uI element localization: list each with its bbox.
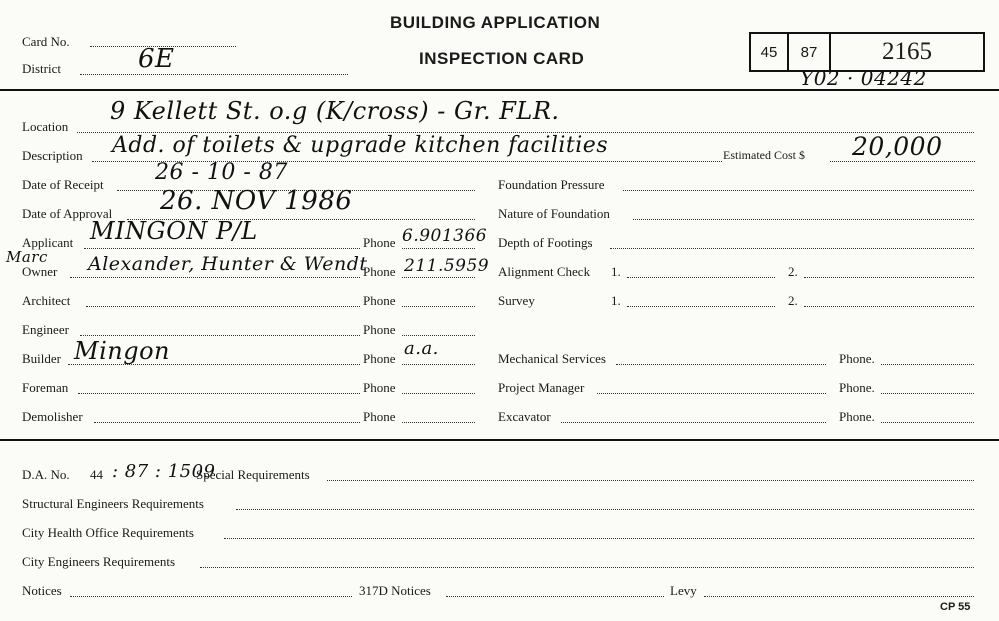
description-value: Add. of toilets & upgrade kitchen facilities xyxy=(112,133,609,158)
card-no-label: Card No. xyxy=(22,34,70,49)
owner-note: Marc xyxy=(6,248,48,266)
depth-footings-field[interactable] xyxy=(610,248,974,249)
date-approval-value: 26. NOV 1986 xyxy=(160,186,353,216)
health-label: City Health Office Requirements xyxy=(22,525,194,540)
special-requirements-label: Special Requirements xyxy=(196,467,310,482)
foreman-phone-field[interactable] xyxy=(402,393,475,394)
alignment-2-label: 2. xyxy=(788,264,798,279)
project-manager-phone-field[interactable] xyxy=(881,393,974,394)
alignment-2-field[interactable] xyxy=(804,277,974,278)
owner-phone-value: 211.5959 xyxy=(404,256,490,276)
da-prefix: 44 xyxy=(90,467,103,482)
owner-phone-label: Phone xyxy=(363,264,396,279)
date-receipt-value: 26 - 10 - 87 xyxy=(155,160,288,185)
mechanical-phone-label: Phone. xyxy=(839,351,875,366)
excavator-label: Excavator xyxy=(498,409,551,424)
engineer-field[interactable] xyxy=(80,335,360,336)
survey-label: Survey xyxy=(498,293,535,308)
nature-foundation-field[interactable] xyxy=(633,219,974,220)
applicant-field[interactable] xyxy=(84,248,360,249)
date-receipt-label: Date of Receipt xyxy=(22,177,104,192)
owner-phone-field[interactable] xyxy=(402,277,475,278)
levy-field[interactable] xyxy=(704,596,974,597)
da-value: : 87 : 1509 xyxy=(112,461,216,482)
builder-label: Builder xyxy=(22,351,61,366)
box-a: 45 xyxy=(749,32,789,72)
foreman-label: Foreman xyxy=(22,380,69,395)
health-field[interactable] xyxy=(224,538,974,539)
demolisher-phone-field[interactable] xyxy=(402,422,475,423)
foundation-pressure-field[interactable] xyxy=(623,190,974,191)
survey-2-label: 2. xyxy=(788,293,798,308)
owner-field[interactable] xyxy=(70,277,360,278)
excavator-phone-field[interactable] xyxy=(881,422,974,423)
project-manager-label: Project Manager xyxy=(498,380,585,395)
levy-label: Levy xyxy=(670,583,697,598)
excavator-field[interactable] xyxy=(561,422,826,423)
foreman-field[interactable] xyxy=(78,393,360,394)
form-code: CP 55 xyxy=(940,601,971,613)
special-requirements-field[interactable] xyxy=(327,480,974,481)
alignment-1-label: 1. xyxy=(611,264,621,279)
card-number-box: 2165 xyxy=(829,32,985,72)
district-label: District xyxy=(22,61,61,76)
notices-field[interactable] xyxy=(70,596,352,597)
city-engineers-field[interactable] xyxy=(200,567,974,568)
survey-1-label: 1. xyxy=(611,293,621,308)
project-manager-field[interactable] xyxy=(597,393,826,394)
stamp-number: Y02 · 04242 xyxy=(800,66,927,90)
architect-label: Architect xyxy=(22,293,71,308)
top-rule xyxy=(0,89,999,91)
district-value: 6E xyxy=(138,44,175,74)
engineer-phone-label: Phone xyxy=(363,322,396,337)
title-line2: INSPECTION CARD xyxy=(419,49,585,68)
applicant-label: Applicant xyxy=(22,235,74,250)
builder-phone-label: Phone xyxy=(363,351,396,366)
city-engineers-label: City Engineers Requirements xyxy=(22,554,176,569)
builder-phone-field[interactable] xyxy=(402,364,475,365)
applicant-value: MINGON P/L xyxy=(90,217,258,245)
title-line1: BUILDING APPLICATION xyxy=(390,13,601,32)
builder-phone-value: a.a. xyxy=(404,338,439,359)
demolisher-phone-label: Phone xyxy=(363,409,396,424)
applicant-phone-label: Phone xyxy=(363,235,396,250)
mechanical-field[interactable] xyxy=(616,364,826,365)
da-no-label: D.A. No. xyxy=(22,467,70,482)
description-label: Description xyxy=(22,148,83,163)
architect-phone-label: Phone xyxy=(363,293,396,308)
notices-317d-field[interactable] xyxy=(446,596,664,597)
engineer-phone-field[interactable] xyxy=(402,335,475,336)
notices-label: Notices xyxy=(22,583,62,598)
middle-rule xyxy=(0,439,999,441)
owner-label: Owner xyxy=(22,264,58,279)
demolisher-label: Demolisher xyxy=(22,409,83,424)
structural-label: Structural Engineers Requirements xyxy=(22,496,204,511)
estimated-cost-value: 20,000 xyxy=(852,132,943,161)
estimated-cost-label: Estimated Cost $ xyxy=(723,148,805,162)
foundation-pressure-label: Foundation Pressure xyxy=(498,177,605,192)
survey-2-field[interactable] xyxy=(804,306,974,307)
structural-field[interactable] xyxy=(236,509,974,510)
depth-footings-label: Depth of Footings xyxy=(498,235,593,250)
mechanical-label: Mechanical Services xyxy=(498,351,606,366)
excavator-phone-label: Phone. xyxy=(839,409,875,424)
architect-phone-field[interactable] xyxy=(402,306,475,307)
mechanical-phone-field[interactable] xyxy=(881,364,974,365)
nature-foundation-label: Nature of Foundation xyxy=(498,206,610,221)
foreman-phone-label: Phone xyxy=(363,380,396,395)
applicant-phone-value: 6.901366 xyxy=(402,226,488,246)
date-approval-label: Date of Approval xyxy=(22,206,113,221)
alignment-check-label: Alignment Check xyxy=(498,264,591,279)
survey-1-field[interactable] xyxy=(627,306,775,307)
location-value: 9 Kellett St. o.g (K/cross) - Gr. FLR. xyxy=(110,97,560,125)
demolisher-field[interactable] xyxy=(94,422,360,423)
box-b: 87 xyxy=(787,32,831,72)
engineer-label: Engineer xyxy=(22,322,69,337)
owner-value: Alexander, Hunter & Wendt xyxy=(88,253,368,275)
notices-317d-label: 317D Notices xyxy=(359,583,431,598)
alignment-1-field[interactable] xyxy=(627,277,775,278)
project-manager-phone-label: Phone. xyxy=(839,380,875,395)
district-field[interactable] xyxy=(80,74,348,75)
estimated-cost-field[interactable] xyxy=(830,161,975,162)
applicant-phone-field[interactable] xyxy=(402,248,475,249)
location-label: Location xyxy=(22,119,69,134)
architect-field[interactable] xyxy=(86,306,360,307)
builder-value: Mingon xyxy=(74,337,170,365)
